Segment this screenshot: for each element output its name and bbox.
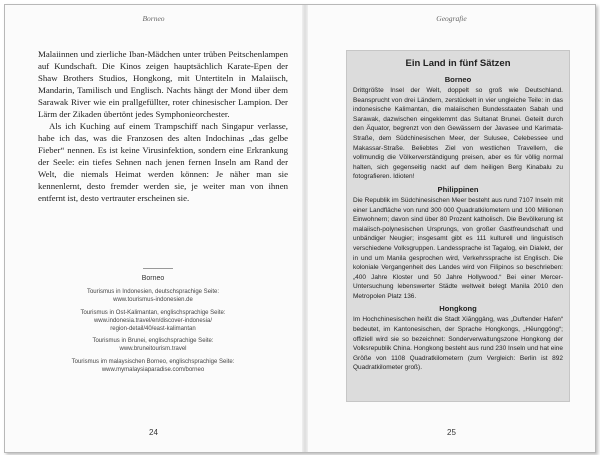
info-section-borneo [347,75,569,182]
page-number-right: 25 [447,428,456,437]
info-box-title: Ein Land in fünf Sätzen [405,58,511,69]
footnote-item [48,288,258,304]
footnote-link[interactable]: www.tourismus-indonesien.de [113,297,193,304]
info-box [346,50,570,402]
page-number-left: 24 [149,428,158,437]
book-spread [4,4,596,453]
footnote-label: Tourismus in Ost-Kalimantan, englischsprachige Seite: [80,309,226,316]
footnote-link[interactable]: www.indonesia.travel/en/discover-indonesia/ [93,317,213,324]
section-text: Im Hochchinesischen heißt die Stadt Xiānggǎng, was „Duftender Hafen“ bedeutet, im Kantonesischen, der Sprache Hongkongs, „Hēunggóng“; offiziell wird sie so bezeichnet: Sonderverwaltungszone Hongkong der Volksrepublik China. Hongkong besteht aus rund 230 Inseln und hat eine Größe von 1108 Quadratkilometern (zum Vergleich: Berlin ist 892 Quadratkilometer groß). [353,316,563,372]
footnote-link[interactable]: www.mymalaysiaparadise.com/borneo [101,366,205,373]
paragraph: Malaiinnen und zierliche Iban-Mädchen unter trüben Peitschenlampen auf Kundschaft. Die Kinos zeigen hauptsächlich Karate-Epen der Shaw Brothers Studios, Hongkong, mit Untertiteln in Malaiisch, Mandarin, Tamilisch und Englisch. Nachts hängt der Mond über dem Sarawak River wie ein prallgefüllter, roter chinesischer Lampion. Der Lärm der Zikaden übertönt jedes Symphonieorchester. [38,49,288,119]
footnote-item [48,358,258,374]
footnotes [48,275,258,378]
footnote-label: Tourismus im malaysischen Borneo, englischsprachige Seite: [71,358,235,365]
footnote-link[interactable]: www.bruneitourism.travel [119,346,187,353]
footnote-title: Borneo [141,275,165,282]
footnote-divider [143,268,173,269]
info-section-hongkong [347,304,569,373]
right-page [308,5,595,452]
footnote-item [48,337,258,353]
section-text: Die Republik im Südchinesischen Meer besteht aus rund 7107 Inseln mit einer Landfläche von rund 300 000 Quadratkilometern und 100 Millionen Einwohnern; davon sind über 80 Prozent katholisch. Die Bevölkerung ist malaiisch-polynesischen Ursprungs, von großer Gastfreundschaft und unbändiger Neugier; insgesamt gibt es 111 kulturell und linguistisch verschiedene Volksgruppen. Landessprache ist Tagalog, ein Dialekt, der in und um Manila gesprochen wird, Verkehrssprache ist Englisch. Die koloniale Vergangenheit des Landes wird von Filipinos so beschrieben: „400 Jahre Kloster und 50 Jahre Hollywood.“ Bei einer Mercer-Untersuchung lebenswerter Städte weltweit belegt Manila 2010 den Metropolen Platz 136. [353,196,563,300]
footnote-item [48,309,258,334]
info-section-philippinen [347,185,569,302]
running-head-left: Borneo [142,14,165,23]
section-text: Drittgrößte Insel der Welt, doppelt so groß wie Deutschland. Beansprucht von drei Ländern, zerstückelt in vier ungleiche Teile: in das indonesische Kalimantan, die malaiischen Bundesstaaten Sabah und Sarawak, dazwischen eingeklemmt das Sultanat Brunei. Geteilt durch den Äquator, begrenzt von den Gewässern der Javasee und Karimata-Straße, dem Südchinesischen Meer, der Sulusee, Celebessee und Makassar-Straße. Beliebtes Ziel von westlichen Travellern, die vollmundig die Völkerverständigung preisen, aber es für völlig normal halten, sich gegenseitig nackt auf dem heiligen Berg Kinabalu zu fotografieren. Idioten! [353,87,563,181]
footnote-link-continued[interactable]: region-detail/40/east-kalimantan [110,326,196,333]
left-page [5,5,302,452]
body-text [38,48,288,204]
section-heading: Hongkong [439,304,477,314]
section-heading: Philippinen [437,184,479,194]
footnote-label: Tourismus in Brunei, englischsprachige Seite: [92,338,214,345]
paragraph: Als ich Kuching auf einem Trampschiff nach Singapur verlasse, habe ich das, was die Franzosen des alten Indochinas „das gelbe Fieber“ nennen. Es ist keine Virusinfektion, sondern eine Erkrankung der Seele: ein tiefes Sehnen nach jenen fernen Inseln am Rand der Welt, die niemals Heimat werden können: Je näher man sie kennenlernt, desto fremder werden sie, je weiter man von ihnen entfernt ist, desto vertrauter erscheinen sie. [38,121,288,203]
footnote-label: Tourismus in Indonesien, deutschsprachige Seite: [86,289,220,296]
section-heading: Borneo [444,75,472,84]
running-head-right: Geografie [436,14,467,23]
